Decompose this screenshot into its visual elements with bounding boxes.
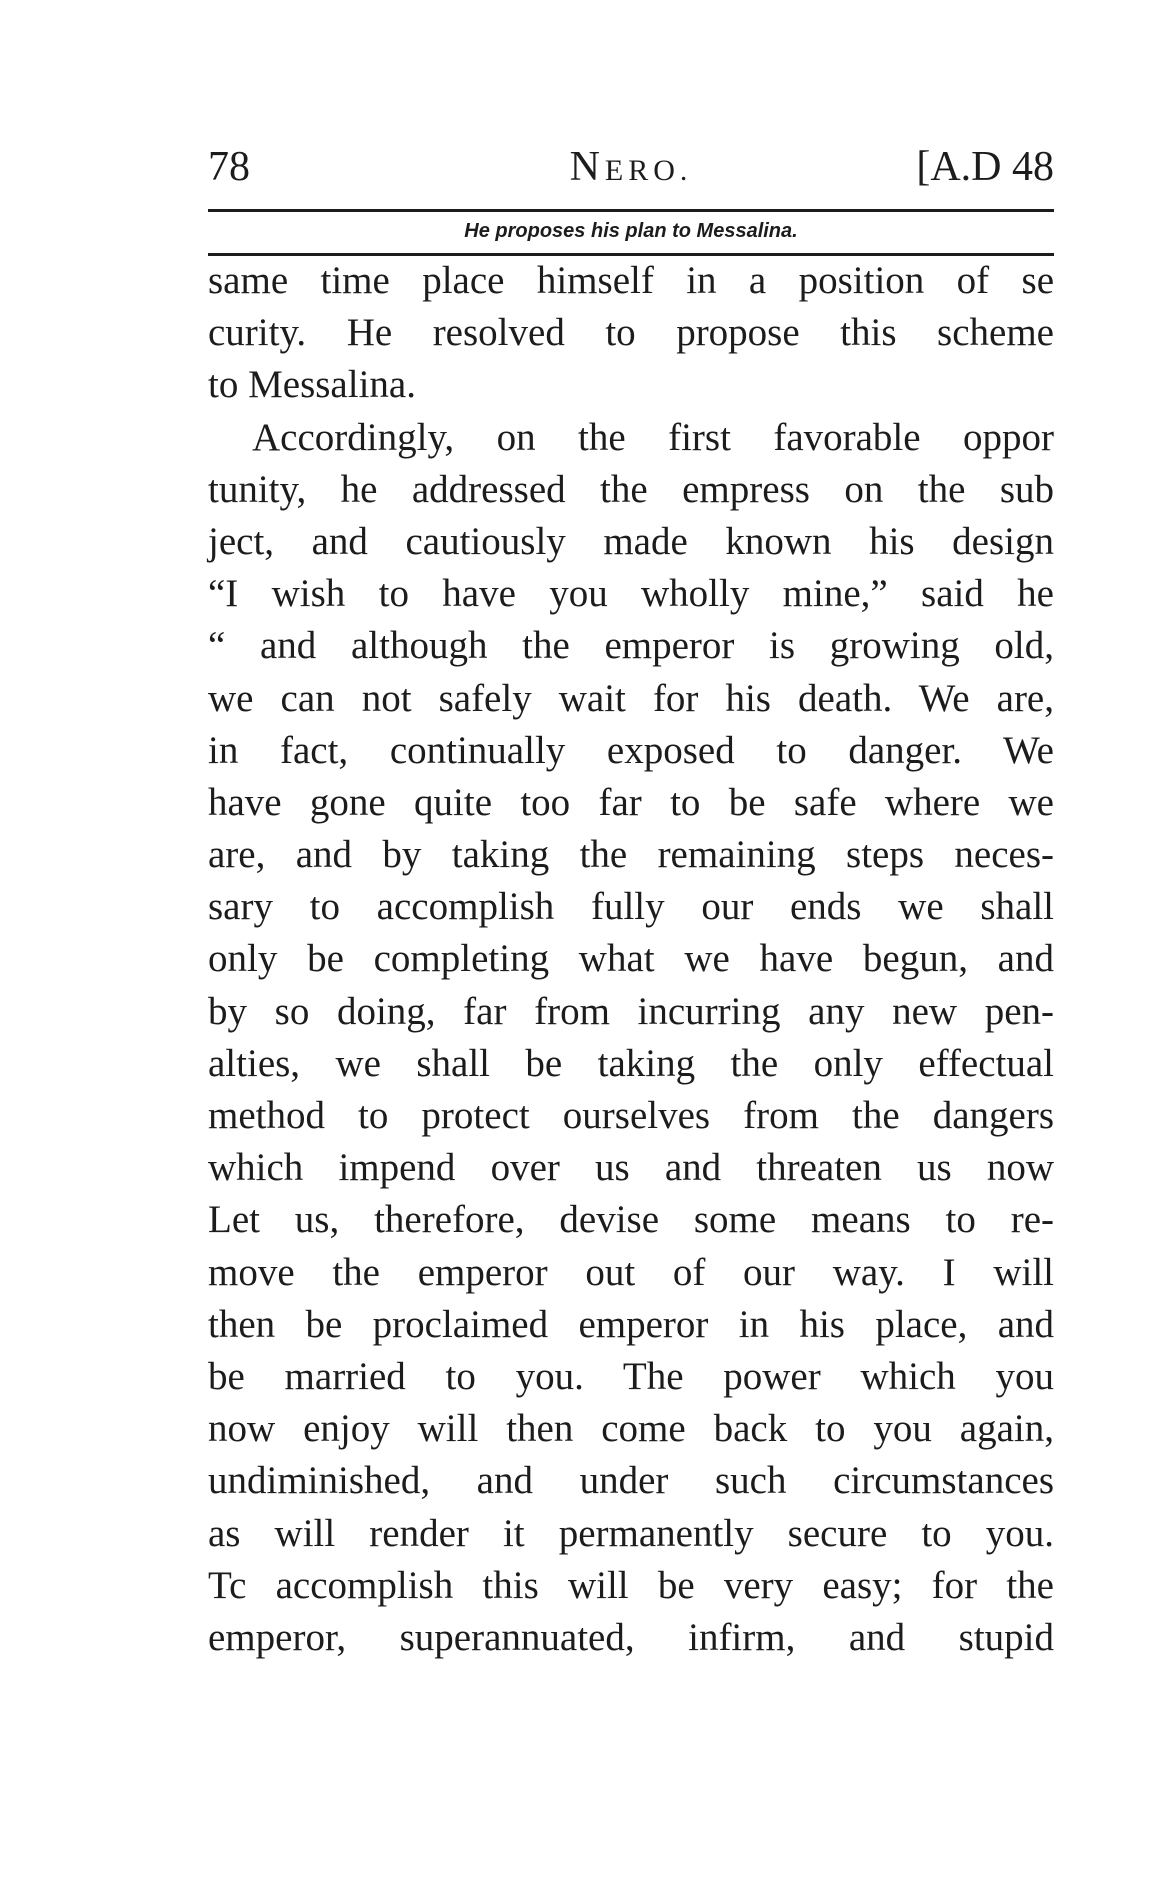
header-rule-top [208, 209, 1054, 212]
text-line: then be proclaimed emperor in his place, and [208, 1302, 1054, 1346]
text-line: we can not safely wait for his death. We are, [208, 676, 1054, 720]
text-line: Accordingly, on the first favorable oppor [252, 415, 1054, 459]
text-line: undiminished, and under such circumstances [208, 1459, 1054, 1503]
text-line: only be completing what we have begun, and [208, 937, 1054, 981]
running-title-rest: ERO. [604, 154, 693, 187]
text-line: “ and although the emperor is growing old, [208, 624, 1054, 668]
body-text [208, 255, 1054, 1664]
section-subheading: He proposes his plan to Messalina. [464, 220, 798, 242]
text-line: now enjoy will then come back to you again, [208, 1407, 1054, 1451]
text-line: are, and by taking the remaining steps neces- [208, 833, 1054, 877]
text-line: be married to you. The power which you [208, 1354, 1054, 1398]
text-line: alties, we shall be taking the only effectual [208, 1041, 1054, 1085]
text-line: ject, and cautiously made known his design [208, 519, 1054, 563]
text-line: move the emperor out of our way. I will [208, 1250, 1054, 1294]
text-line: “I wish to have you wholly mine,” said he [208, 572, 1054, 616]
text-line: method to protect ourselves from the dangers [208, 1094, 1054, 1137]
text-line: as will render it permanently secure to you. [208, 1511, 1054, 1555]
text-line: curity. He resolved to propose this scheme [208, 311, 1054, 355]
text-line: Tc accomplish this will be very easy; for the [208, 1563, 1054, 1607]
text-line: to Messalina. [208, 363, 416, 407]
text-line: same time place himself in a position of se [208, 259, 1054, 302]
running-title-initial: N [569, 144, 605, 190]
text-line: sary to accomplish fully our ends we shall [208, 885, 1054, 929]
text-line: by so doing, far from incurring any new pen- [208, 989, 1054, 1033]
page-number: 78 [208, 144, 250, 190]
text-line: have gone quite too far to be safe where we [208, 780, 1054, 824]
text-line: in fact, continually exposed to danger. We [208, 728, 1054, 772]
header-date: [A.D 48 [916, 144, 1054, 190]
text-line: tunity, he addressed the empress on the sub [208, 467, 1054, 511]
text-line: which impend over us and threaten us now [208, 1146, 1054, 1190]
page-header [208, 140, 1054, 194]
text-line: emperor, superannuated, infirm, and stupid [208, 1615, 1054, 1659]
text-line: Let us, therefore, devise some means to re- [208, 1198, 1054, 1242]
